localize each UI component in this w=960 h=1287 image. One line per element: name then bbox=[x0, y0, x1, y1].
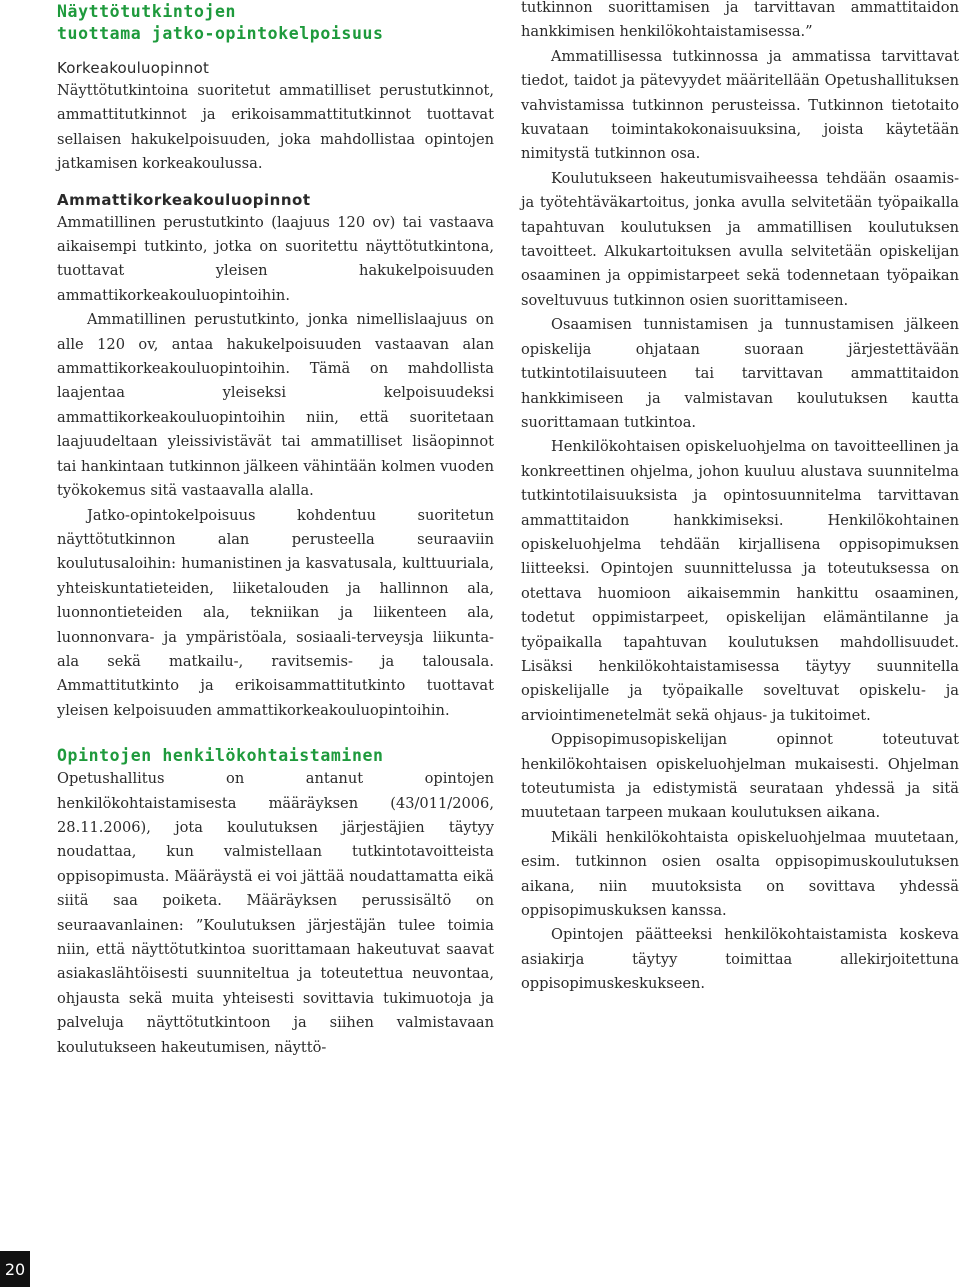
paragraph: Koulutukseen hakeutumisvaiheessa tehdään osaamis- ja työtehtäväkartoitus, jonka avulla selvitetään työpaikalla tapahtuvan koulutuksen ja ammatillisen koulutuksen tavoitteet. Alkukartoituksen avulla selvitetään opiskelijan osaaminen ja oppimistarpeet sekä todennetaan työpaikan soveltuvuus tutkinnon osien suorittamiseen. bbox=[521, 169, 959, 309]
paragraph: Opintojen päätteeksi henkilökohtaistamista koskeva asiakirja täytyy toimittaa allekirjoitettuna oppisopimuskeskukseen. bbox=[521, 926, 959, 993]
paragraph: Ammatillinen perustutkinto (laajuus 120 ov) tai vastaava aikaisempi tutkinto, jotka on suoritettu näyttötutkintona, tuottavat yleisen hakukelpoisuuden ammattikorkeakouluopintoihin. bbox=[57, 213, 494, 304]
section-heading-line-2: tuottama jatko-opintokelpoisuus bbox=[57, 24, 384, 43]
paragraph: Osaamisen tunnistamisen ja tunnustamisen jälkeen opiskelija ohjataan suoraan järjestettävään tutkintotilaisuuteen tai tarvittavan ammattitaidon hankkimiseen ja valmistavan koulutuksen kautta suorittamaan tutkintoa. bbox=[521, 316, 959, 431]
paragraph: Ammatillinen perustutkinto, jonka nimellislaajuus on alle 120 ov, antaa hakukelpoisuuden vastaavan alan ammattikorkeakouluopintoihin. Tämä on mahdollista laajentaa yleiseksi kelpoisuudeksi ammattikorkeakouluopintoihin niin, että suoritetaan laajuudeltaan yleissivistävät tai ammatilliset lisäopinnot tai hankintaan tutkinnon jälkeen vähintään kolmen vuoden työkokemus sitä vastaavalla alalla. bbox=[57, 311, 494, 500]
paragraph: Ammatillisessa tutkinnossa ja ammatissa tarvittavat tiedot, taidot ja pätevyydet määritellään Opetushallituksen vahvistamissa tutkinnon perusteissa. Tutkinnon tietotaito kuvataan toimintakokonaisuuksina, joista käytetään nimitystä tutkinnon osa. bbox=[521, 47, 959, 163]
paragraph: Oppisopimusopiskelijan opinnot toteutuvat henkilökohtaisen opiskeluohjelman mukaisesti. Ohjelman toteutumista ja edistymistä seurataan yhdessä ja sitä muutetaan tarpeen mukaan koulutuksen aikana. bbox=[521, 731, 959, 822]
paragraph: Henkilökohtaisen opiskeluohjelma on tavoitteellinen ja konkreettinen ohjelma, johon kuuluu alustava suunnitelma tutkintotilaisuuksista ja opintosuunnitelma tarvittavan ammattitaidon hankkimiseksi. Henkilökohtainen opiskeluohjelma tehdään kirjallisena oppisopimuksen liitteeksi. Opintojen suunnittelussa ja toteutuksessa on otettava huomioon aikaisemmin hankittu osaaminen, todetut oppimistarpeet, opiskelijan elämäntilanne ja työpaikalla tapahtuvan koulutuksen mahdollisuudet. Lisäksi henkilökohtaistamisessa täytyy suunnitella opiskelijalle ja työpaikalle soveltuvat opiskelu- ja arviointimenetelmät sekä ohjaus- ja tukitoimet. bbox=[521, 438, 959, 724]
subheading-korkeakouluopinnot: Korkeakouluopinnot bbox=[57, 59, 210, 77]
section-heading-line-1: Näyttötutkintojen bbox=[57, 2, 237, 21]
paragraph: Näyttötutkintoina suoritetut ammatilliset perustutkinnot, ammattitutkinnot ja erikoisammattitutkinnot tuottavat sellaisen hakukelpoisuuden, joka mahdollistaa opintojen jatkamisen korkeakoulussa. bbox=[57, 82, 494, 173]
left-column bbox=[57, 0, 494, 1060]
section-heading-2: Opintojen henkilökohtaistaminen bbox=[57, 746, 384, 766]
page-number: 20 bbox=[0, 1251, 30, 1287]
subheading-amk-opinnot: Ammattikorkeakouluopinnot bbox=[57, 190, 311, 209]
paragraph: tutkinnon suorittamisen ja tarvittavan ammattitaidon hankkimisen henkilökohtaistamisessa.” bbox=[521, 0, 959, 41]
paragraph: Jatko-opintokelpoisuus kohdentuu suoritetun näyttötutkinnon alan perusteella seuraaviin koulutusaloihin: humanistinen ja kasvatusala, kulttuuriala, yhteiskuntatieteiden, liiketalouden ja hallinnon ala, luonnontieteiden ala, tekniikan ja liikenteen ala, luonnonvara- ja ympäristöala, sosiaali-terveysja liikunta-ala sekä matkailu-, ravitsemis- ja talousala. Ammattitutkinto ja erikoisammattitutkinto tuottavat yleisen kelpoisuuden ammattikorkeakouluopintoihin. bbox=[57, 506, 494, 719]
paragraph: Mikäli henkilökohtaista opiskeluohjelmaa muutetaan, esim. tutkinnon osien osalta oppisopimuskoulutuksen aikana, niin muutoksista on sovittava yhdessä oppisopimuskuksen kanssa. bbox=[521, 828, 959, 920]
paragraph: Opetushallitus on antanut opintojen henkilökohtaistamisesta määräyksen (43/011/2006, 28.11.2006), jota koulutuksen järjestäjien täytyy noudattaa, kun valmistellaan tutkintotavoitteista oppisopimusta. Määräystä ei voi jättää noudattamatta eikä siitä saa poiketa. Määräyksen perussisältö on seuraavanlainen: ”Koulutuksen järjestäjän tulee toimia niin, että näyttötutkintoa suorittamaan hakeutuvat saavat asiakaslähtöisesti suunniteltua ja toteutettua neuvontaa, ohjausta sekä muita yhteisesti sovittavia tukimuotoja ja palveluja näyttötutkintoon ja siihen valmistavaan koulutukseen hakeutumisen, näyttö- bbox=[57, 770, 494, 1056]
section-heading bbox=[57, 1, 494, 45]
right-column bbox=[521, 0, 959, 997]
